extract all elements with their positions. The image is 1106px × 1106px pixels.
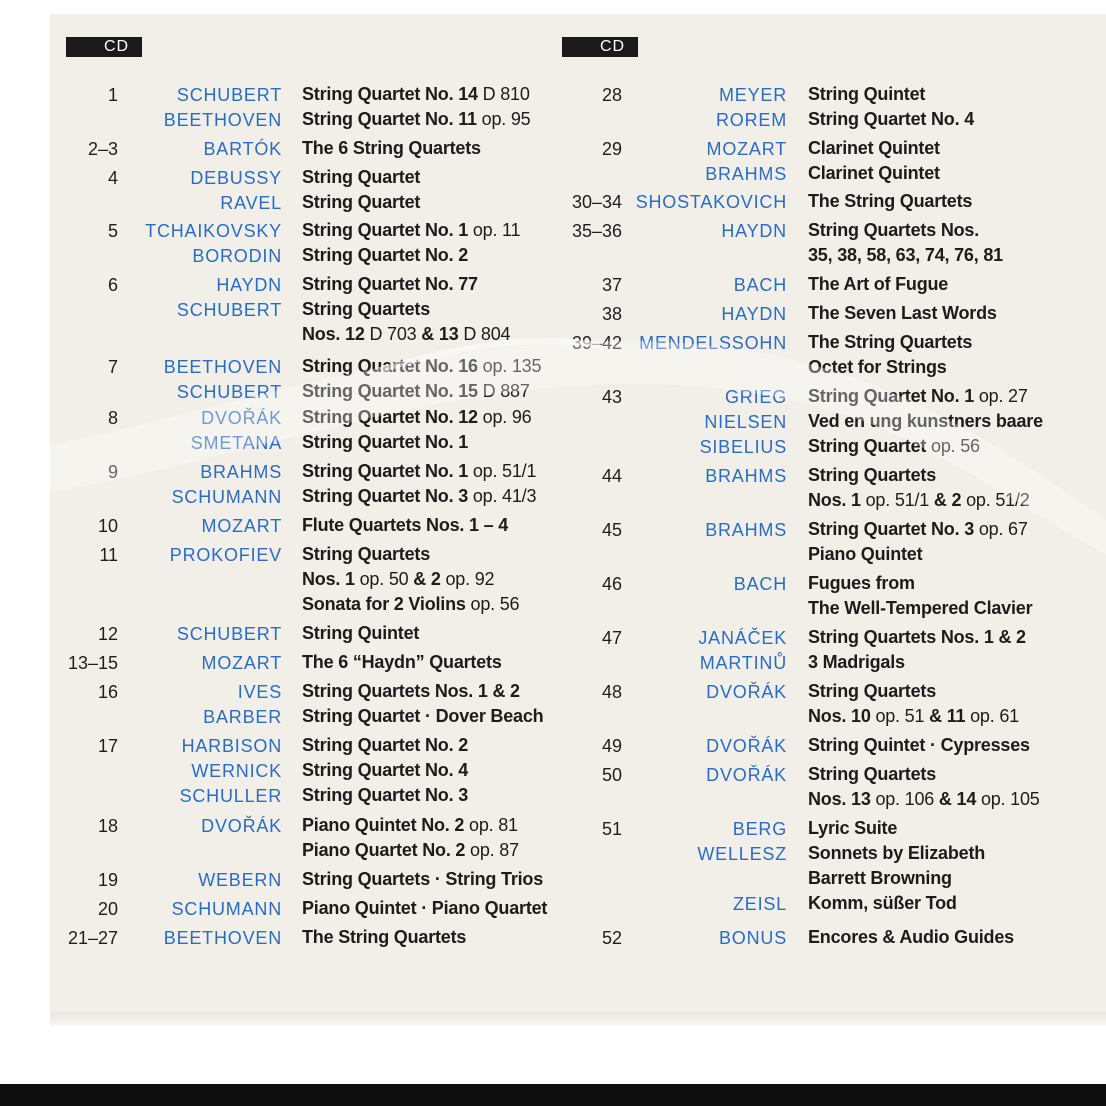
- work-title-text: & 13: [421, 324, 464, 344]
- composer-name: SCHUBERT: [176, 624, 282, 644]
- work-title: [808, 243, 1003, 268]
- work-title-text: Piano Quintet: [808, 544, 923, 564]
- work-title-text: The 6 String Quartets: [302, 138, 481, 158]
- composer-name: SCHUMANN: [171, 487, 282, 507]
- work-title: [302, 243, 520, 268]
- composer-name: SCHULLER: [179, 786, 282, 806]
- work-title-text: String Quartets Nos. 1 & 2: [302, 681, 520, 701]
- work-list: [808, 189, 972, 214]
- cd-number: 7: [107, 357, 118, 377]
- composer-name: BACH: [733, 275, 787, 295]
- work-title-text: String Quartet No. 3: [808, 519, 979, 539]
- work-title: [808, 925, 1014, 950]
- work-title: [808, 355, 972, 380]
- composer-name: DVOŘÁK: [201, 408, 282, 428]
- composer-name: MOZART: [201, 516, 282, 536]
- work-title: [808, 866, 985, 891]
- work-title-text: Piano Quartet No. 2: [302, 840, 471, 860]
- composer-name: DVOŘÁK: [706, 765, 787, 785]
- cd-number: 30–34: [571, 192, 622, 212]
- composer-name: BARBER: [203, 707, 282, 727]
- cd-number: 1: [107, 85, 118, 105]
- work-list: [808, 82, 974, 132]
- cd-number: 2–3: [87, 139, 118, 159]
- work-title: [808, 301, 997, 326]
- work-title: [302, 704, 543, 729]
- work-title-text: String Quartet No. 2: [302, 735, 469, 755]
- composer-name: WEBERN: [198, 870, 282, 890]
- work-title: [808, 384, 1043, 409]
- work-title-text: String Quartet No. 11: [302, 109, 482, 129]
- work-title-text: String Quartets: [302, 544, 431, 564]
- composer-name: WELLESZ: [697, 844, 787, 864]
- composer-name: BEETHOVEN: [163, 928, 282, 948]
- cd-number: 47: [601, 628, 622, 648]
- work-title-text: The String Quartets: [808, 332, 973, 352]
- composer-name: BRAHMS: [705, 164, 787, 184]
- work-list: [808, 463, 1030, 513]
- composer-name: SCHUBERT: [176, 85, 282, 105]
- composer-name: JANÁČEK: [698, 628, 787, 648]
- catalogue-number: op. 56: [470, 594, 520, 614]
- work-list: [808, 218, 1003, 268]
- work-title-text: Clarinet Quintet: [808, 163, 940, 183]
- composer-name: PROKOFIEV: [169, 545, 282, 565]
- work-title-text: & 2: [933, 490, 967, 510]
- work-list: [808, 762, 1040, 812]
- work-title: [808, 891, 985, 916]
- work-title: [808, 787, 1040, 812]
- composer-name: BEETHOVEN: [163, 110, 282, 130]
- work-title-text: Sonata for 2 Violins: [302, 594, 471, 614]
- cd-number: 43: [601, 387, 622, 407]
- composer-name: BACH: [733, 574, 787, 594]
- work-list: [808, 679, 1019, 729]
- cd-number: 50: [601, 765, 622, 785]
- booklet-edge: [50, 1012, 1106, 1026]
- work-title-text: Barrett Browning: [808, 868, 952, 888]
- cd-number: 45: [601, 520, 622, 540]
- composer-name: HAYDN: [721, 221, 787, 241]
- composer-name: BRAHMS: [200, 462, 282, 482]
- catalogue-number: op. 51: [875, 706, 930, 726]
- work-title-text: String Quartet No. 3: [302, 486, 473, 506]
- work-title: [808, 136, 940, 161]
- cd-number: 4: [107, 168, 118, 188]
- work-title: [808, 542, 1028, 567]
- composer-name: SCHUMANN: [171, 899, 282, 919]
- catalogue-number: op. 96: [482, 407, 532, 427]
- catalogue-number: D 887: [482, 381, 530, 401]
- work-title: [808, 463, 1030, 488]
- work-list: [302, 896, 547, 921]
- cd-number: 51: [601, 819, 622, 839]
- cd-number: 38: [601, 304, 622, 324]
- cd-number: 11: [99, 545, 118, 565]
- composer-name: BONUS: [718, 928, 787, 948]
- cd-header-left: CD: [66, 37, 142, 57]
- work-title-text: 3 Madrigals: [808, 652, 905, 672]
- catalogue-number: D 810: [482, 84, 530, 104]
- composer-name: MARTINŮ: [699, 653, 787, 673]
- work-title-text: String Quartet No. 1: [302, 432, 469, 452]
- cd-number: 39–42: [571, 333, 622, 353]
- cd-number: 35–36: [571, 221, 622, 241]
- composer-name: WERNICK: [191, 761, 282, 781]
- catalogue-number: op. 61: [970, 706, 1019, 726]
- composer-name: BARTÓK: [203, 139, 282, 159]
- work-title: [808, 272, 948, 297]
- work-title: [808, 650, 1026, 675]
- work-title-text: The String Quartets: [302, 927, 467, 947]
- work-list: [808, 625, 1026, 675]
- work-title-text: The 6 “Haydn” Quartets: [302, 652, 502, 672]
- scan-border: [0, 1084, 1106, 1106]
- work-title: [808, 107, 974, 132]
- catalogue-number: D 804: [463, 324, 511, 344]
- work-title-text: String Quartets · String Trios: [302, 869, 544, 889]
- composer-name: SCHUBERT: [176, 300, 282, 320]
- work-list: [808, 571, 1032, 621]
- work-title: [808, 816, 985, 841]
- work-title: [808, 733, 1030, 758]
- work-title-text: & 2: [413, 569, 446, 589]
- cd-number: 19: [97, 870, 118, 890]
- work-title-text: String Quartet No. 2: [302, 245, 469, 265]
- composer-name: MEYER: [718, 85, 787, 105]
- catalogue-number: op. 95: [481, 109, 531, 129]
- cd-number: 10: [97, 516, 118, 536]
- work-title-text: The Seven Last Words: [808, 303, 997, 323]
- work-title-text: Sonnets by Elizabeth: [808, 843, 986, 863]
- work-title: [302, 354, 541, 379]
- composer-name: NIELSEN: [704, 412, 787, 432]
- composer-name: ZEISL: [732, 894, 787, 914]
- work-title-text: String Quartet No. 15: [302, 381, 483, 401]
- composer-name: SCHUBERT: [176, 382, 282, 402]
- work-title-text: String Quartet No. 1: [302, 220, 473, 240]
- catalogue-number: op. 51/1: [865, 490, 934, 510]
- work-title-text: 35, 38, 58, 63, 74, 76, 81: [808, 245, 1003, 265]
- work-title-text: Ved en ung kunstners baare: [808, 411, 1043, 431]
- work-title: [808, 841, 985, 866]
- work-title-text: Nos. 13: [808, 789, 876, 809]
- work-title: [808, 161, 940, 186]
- composer-name: IVES: [237, 682, 282, 702]
- composer-name: DVOŘÁK: [706, 736, 787, 756]
- catalogue-number: op. 27: [978, 386, 1028, 406]
- composer-name: HARBISON: [181, 736, 282, 756]
- catalogue-number: op. 106: [875, 789, 939, 809]
- work-list: [808, 925, 1014, 950]
- cd-number: 52: [601, 928, 622, 948]
- cd-number: 5: [107, 221, 118, 241]
- composer-name: MOZART: [201, 653, 282, 673]
- work-title: [302, 867, 543, 892]
- work-title-text: String Quintet: [808, 84, 926, 104]
- composer-name: GRIEG: [724, 387, 787, 407]
- work-title: [302, 107, 531, 132]
- work-title: [808, 596, 1032, 621]
- catalogue-number: op. 50: [359, 569, 414, 589]
- work-title-text: & 14: [938, 789, 981, 809]
- work-title-text: String Quartets: [808, 681, 937, 701]
- work-title: [302, 165, 420, 190]
- work-title-text: Nos. 10: [808, 706, 876, 726]
- work-title: [302, 542, 519, 567]
- cd-number: 20: [97, 899, 118, 919]
- composer-name: HAYDN: [721, 304, 787, 324]
- composer-name: DVOŘÁK: [201, 816, 282, 836]
- composer-name: HAYDN: [216, 275, 282, 295]
- catalogue-number: op. 51/1: [472, 461, 537, 481]
- work-title-text: Fugues from: [808, 573, 915, 593]
- catalogue-number: op. 87: [470, 840, 519, 860]
- catalogue-number: op. 41/3: [472, 486, 537, 506]
- work-title: [808, 434, 1043, 459]
- work-title-text: String Quintet · Cypresses: [808, 735, 1030, 755]
- work-title-text: & 11: [929, 706, 971, 726]
- catalogue-number: op. 105: [980, 789, 1040, 809]
- work-title-text: Octet for Strings: [808, 357, 947, 377]
- work-title-text: String Quintet: [302, 623, 420, 643]
- work-list: [302, 867, 543, 892]
- work-title-text: String Quartet: [302, 167, 421, 187]
- cd-number: 12: [97, 624, 118, 644]
- cd-number: 49: [601, 736, 622, 756]
- work-title-text: String Quartet No. 4: [302, 760, 469, 780]
- composer-name: SHOSTAKOVICH: [635, 192, 787, 212]
- work-title-text: String Quartet No. 16: [302, 356, 483, 376]
- cd-number: 8: [107, 408, 118, 428]
- cd-number: 29: [601, 139, 622, 159]
- work-title-text: String Quartet No. 4: [808, 109, 975, 129]
- work-title-text: Piano Quintet No. 2: [302, 815, 470, 835]
- composer-name: BEETHOVEN: [163, 357, 282, 377]
- composer-name: DVOŘÁK: [706, 682, 787, 702]
- composer-name: BRAHMS: [705, 466, 787, 486]
- catalogue-number: op. 11: [472, 220, 521, 240]
- work-title-text: Clarinet Quintet: [808, 138, 940, 158]
- cd-number: 46: [601, 574, 622, 594]
- catalogue-number: op. 56: [931, 436, 980, 456]
- work-title-text: The Art of Fugue: [808, 274, 949, 294]
- work-title: [808, 488, 1030, 513]
- cd-header-right: CD: [562, 37, 638, 57]
- work-title-text: Lyric Suite: [808, 818, 898, 838]
- composer-name: SMETANA: [190, 433, 282, 453]
- catalogue-number: op. 51/2: [966, 490, 1030, 510]
- work-list: [302, 650, 502, 675]
- work-title: [808, 762, 1040, 787]
- work-title-text: Flute Quartets Nos. 1 – 4: [302, 515, 509, 535]
- work-title-text: Piano Quintet · Piano Quartet: [302, 898, 548, 918]
- composer-name: DEBUSSY: [190, 168, 282, 188]
- work-title-text: String Quartet: [808, 436, 932, 456]
- composer-name: BRAHMS: [705, 520, 787, 540]
- work-title: [302, 430, 532, 455]
- work-title: [808, 330, 972, 355]
- work-title-text: String Quartets: [302, 299, 431, 319]
- composer-name: BERG: [732, 819, 787, 839]
- work-list: [808, 301, 997, 326]
- work-list: [808, 330, 972, 380]
- work-title-text: String Quartet · Dover Beach: [302, 706, 544, 726]
- work-title: [808, 189, 972, 214]
- work-list: [808, 733, 1030, 758]
- composer-name: ROREM: [716, 110, 787, 130]
- cd-number: 9: [107, 462, 118, 482]
- work-list: [808, 816, 985, 916]
- work-title-text: String Quartet No. 3: [302, 785, 469, 805]
- cd-number: 37: [601, 275, 622, 295]
- work-list: [808, 517, 1028, 567]
- work-title-text: String Quartet No. 1: [302, 461, 473, 481]
- composer-name: RAVEL: [220, 193, 282, 213]
- work-title: [302, 650, 502, 675]
- work-list: [808, 136, 940, 186]
- work-title-text: String Quartet No. 1: [808, 386, 979, 406]
- work-title-text: String Quartets Nos.: [808, 220, 980, 240]
- composer-name: SIBELIUS: [699, 437, 787, 457]
- work-title: [808, 679, 1019, 704]
- composer-name: MENDELSSOHN: [639, 333, 787, 353]
- catalogue-number: op. 135: [482, 356, 542, 376]
- work-title: [302, 896, 547, 921]
- work-title-text: String Quartet No. 12: [302, 407, 483, 427]
- catalogue-number: op. 92: [445, 569, 495, 589]
- catalogue-number: D 703: [369, 324, 422, 344]
- composer-name: BORODIN: [192, 246, 282, 266]
- work-title-text: Nos. 12: [302, 324, 370, 344]
- work-title: [808, 704, 1019, 729]
- cd-number: 13–15: [67, 653, 118, 673]
- cd-number: 44: [601, 466, 622, 486]
- work-list: [808, 272, 948, 297]
- work-title-text: String Quartets: [808, 465, 937, 485]
- work-title: [808, 517, 1028, 542]
- catalogue-number: op. 81: [469, 815, 518, 835]
- work-title: [808, 571, 1032, 596]
- cd-number: 18: [97, 816, 118, 836]
- work-title: [808, 218, 1003, 243]
- work-list: [302, 405, 532, 455]
- work-title: [808, 625, 1026, 650]
- work-title-text: Encores & Audio Guides: [808, 927, 1014, 947]
- work-title-text: The Well-Tempered Clavier: [808, 598, 1033, 618]
- work-title-text: String Quartet No. 14: [302, 84, 483, 104]
- work-title-text: Nos. 1: [302, 569, 360, 589]
- cd-number: 17: [97, 736, 118, 756]
- work-title-text: Komm, süßer Tod: [808, 893, 957, 913]
- work-title-text: String Quartet: [302, 192, 421, 212]
- catalogue-number: op. 67: [978, 519, 1028, 539]
- work-title-text: String Quartet No. 77: [302, 274, 478, 294]
- cd-number: 48: [601, 682, 622, 702]
- work-list: [808, 384, 1043, 459]
- composer-name: TCHAIKOVSKY: [145, 221, 282, 241]
- cd-number: 6: [107, 275, 118, 295]
- cd-number: 28: [601, 85, 622, 105]
- composer-name: MOZART: [706, 139, 787, 159]
- work-title: [808, 409, 1043, 434]
- work-title-text: The String Quartets: [808, 191, 973, 211]
- work-title-text: String Quartets: [808, 764, 937, 784]
- work-title-text: Nos. 1: [808, 490, 866, 510]
- cd-number: 21–27: [67, 928, 118, 948]
- work-title: [808, 82, 974, 107]
- work-title-text: String Quartets Nos. 1 & 2: [808, 627, 1026, 647]
- cd-number: 16: [97, 682, 118, 702]
